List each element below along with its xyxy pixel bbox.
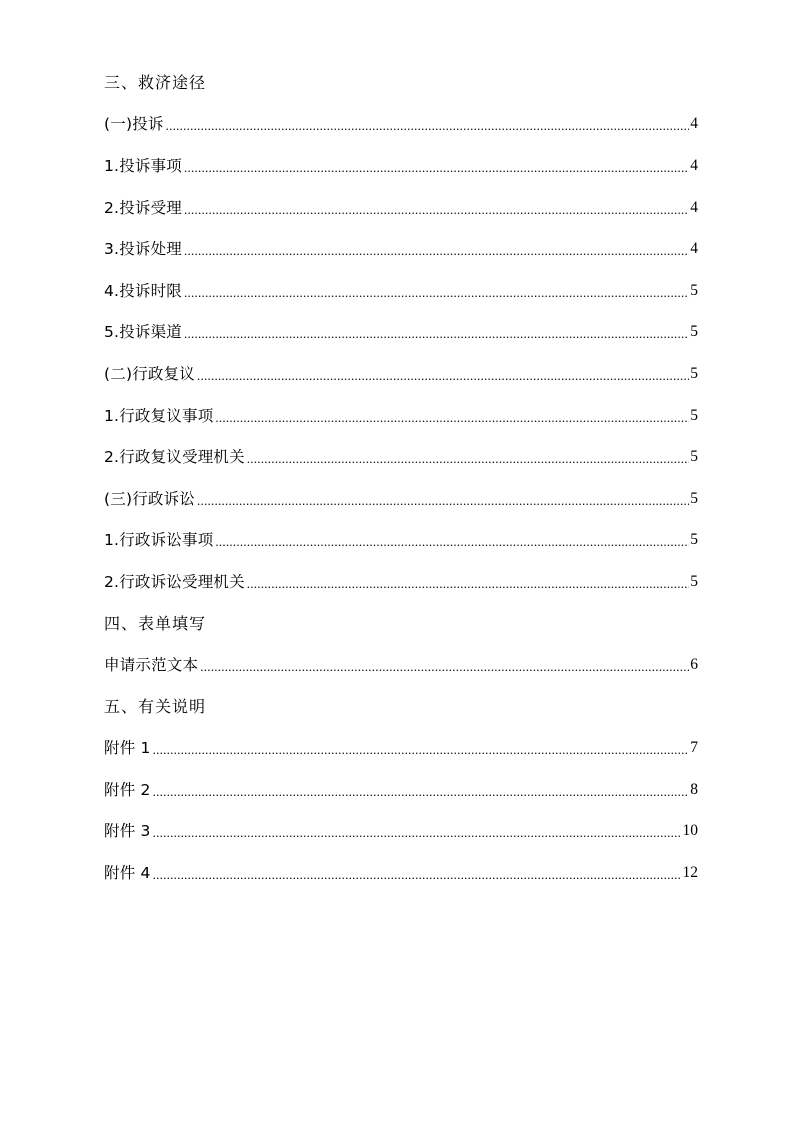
toc-entry-label: 1.行政复议事项 xyxy=(104,406,214,425)
toc-page-number: 4 xyxy=(690,198,698,216)
toc-page-number: 4 xyxy=(690,115,698,133)
toc-page-number: 5 xyxy=(690,281,698,299)
toc-dot-leader xyxy=(184,324,689,344)
toc-dot-leader xyxy=(215,408,689,428)
toc-entry-attachment-4[interactable] xyxy=(104,852,698,894)
toc-entry-label: 2.行政诉讼受理机关 xyxy=(104,572,245,591)
toc-entry-complaint-acceptance[interactable] xyxy=(104,187,698,229)
toc-heading-label: 三、救济途径 xyxy=(104,72,207,92)
toc-dot-leader xyxy=(200,657,689,677)
toc-page-number: 10 xyxy=(682,822,698,840)
toc-page-number: 5 xyxy=(690,364,698,382)
toc-entry-attachment-2[interactable] xyxy=(104,769,698,811)
table-of-contents xyxy=(104,62,698,894)
toc-page-number: 5 xyxy=(690,572,698,590)
toc-page-number: 4 xyxy=(690,240,698,258)
toc-entry-label: 4.投诉时限 xyxy=(104,281,182,300)
toc-dot-leader xyxy=(197,366,689,386)
toc-page-number: 7 xyxy=(690,739,698,757)
toc-entry-label: (三)行政诉讼 xyxy=(104,489,195,508)
toc-page-number: 6 xyxy=(690,656,698,674)
toc-entry-label: (二)行政复议 xyxy=(104,364,195,383)
toc-entry-complaint[interactable] xyxy=(104,104,698,146)
toc-dot-leader xyxy=(215,532,689,552)
toc-entry-attachment-1[interactable] xyxy=(104,728,698,770)
toc-dot-leader xyxy=(166,116,690,136)
toc-dot-leader xyxy=(184,200,689,220)
toc-entry-administrative-litigation[interactable] xyxy=(104,478,698,520)
toc-entry-administrative-review[interactable] xyxy=(104,353,698,395)
toc-dot-leader xyxy=(184,158,689,178)
toc-entry-label: 5.投诉渠道 xyxy=(104,323,182,342)
toc-dot-leader xyxy=(153,782,690,802)
toc-page-number: 5 xyxy=(690,489,698,507)
toc-dot-leader xyxy=(153,823,682,843)
toc-page-number: 5 xyxy=(690,531,698,549)
toc-page-number: 12 xyxy=(682,864,698,882)
toc-dot-leader xyxy=(184,283,689,303)
toc-entry-label: 附件 1 xyxy=(104,739,151,758)
toc-entry-attachment-3[interactable] xyxy=(104,811,698,853)
toc-dot-leader xyxy=(153,740,690,760)
toc-entry-review-matters[interactable] xyxy=(104,395,698,437)
toc-entry-sample-application[interactable] xyxy=(104,644,698,686)
toc-entry-label: 附件 2 xyxy=(104,780,151,799)
toc-entry-label: 2.行政复议受理机关 xyxy=(104,448,245,467)
toc-entry-litigation-authority[interactable] xyxy=(104,561,698,603)
toc-entry-label: 3.投诉处理 xyxy=(104,240,182,259)
toc-entry-complaint-matters[interactable] xyxy=(104,145,698,187)
toc-page-number: 4 xyxy=(690,156,698,174)
toc-dot-leader xyxy=(153,865,682,885)
toc-dot-leader xyxy=(247,574,689,594)
toc-dot-leader xyxy=(247,449,689,469)
toc-entry-label: 附件 3 xyxy=(104,822,151,841)
toc-entry-review-authority[interactable] xyxy=(104,436,698,478)
toc-entry-label: 1.行政诉讼事项 xyxy=(104,531,214,550)
toc-entry-label: 申请示范文本 xyxy=(104,656,199,675)
toc-page-number: 5 xyxy=(690,323,698,341)
toc-heading-notes xyxy=(104,686,698,728)
toc-dot-leader xyxy=(197,491,689,511)
toc-heading-forms xyxy=(104,603,698,645)
toc-entry-label: 1.投诉事项 xyxy=(104,156,182,175)
toc-dot-leader xyxy=(184,241,689,261)
toc-page-number: 5 xyxy=(690,406,698,424)
toc-entry-label: (一)投诉 xyxy=(104,115,164,134)
toc-entry-label: 2.投诉受理 xyxy=(104,198,182,217)
toc-page-number: 5 xyxy=(690,448,698,466)
toc-heading-remedies xyxy=(104,62,698,104)
toc-heading-label: 五、有关说明 xyxy=(104,696,207,716)
toc-entry-label: 附件 4 xyxy=(104,864,151,883)
toc-heading-label: 四、表单填写 xyxy=(104,613,207,633)
toc-entry-complaint-channels[interactable] xyxy=(104,312,698,354)
toc-page-number: 8 xyxy=(690,780,698,798)
toc-entry-litigation-matters[interactable] xyxy=(104,520,698,562)
toc-entry-complaint-time-limit[interactable] xyxy=(104,270,698,312)
toc-entry-complaint-handling[interactable] xyxy=(104,228,698,270)
